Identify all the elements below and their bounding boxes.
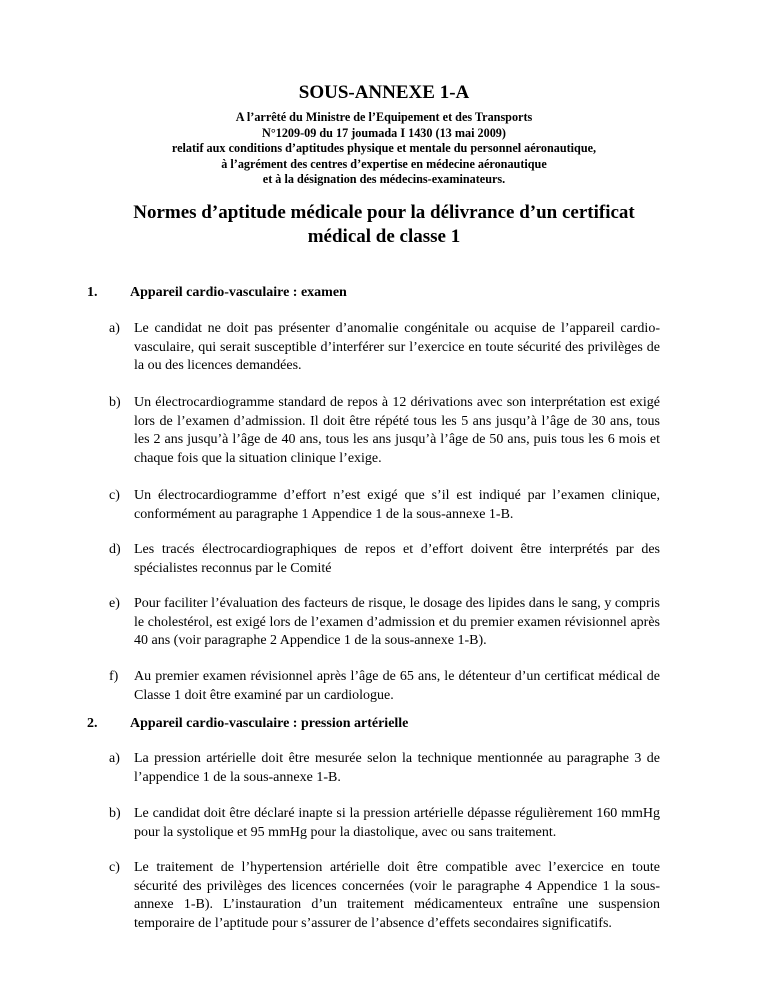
main-title xyxy=(0,201,768,249)
list-item xyxy=(109,805,660,842)
item-text: Le candidat ne doit pas présenter d’anomalie congénitale ou acquise de l’appareil cardio-vasculaire, qui serait susceptible d’interférer sur l’exercice en toute sécurité des privilèges de la ou des licences demandées. xyxy=(134,321,660,374)
header-line: à l’agrément des centres d’expertise en médecine aéronautique xyxy=(221,156,547,171)
item-letter: e) xyxy=(109,596,120,611)
item-letter: c) xyxy=(109,488,120,503)
document-header xyxy=(0,82,768,188)
section-number: 2. xyxy=(87,716,98,731)
item-letter: b) xyxy=(109,806,121,821)
item-letter: f) xyxy=(109,669,119,684)
item-letter: a) xyxy=(109,321,120,336)
list-item xyxy=(109,668,660,705)
section-title: Appareil cardio-vasculaire : pression artérielle xyxy=(130,716,409,731)
main-title-line: Normes d’aptitude médicale pour la délivrance d’un certificat xyxy=(133,202,635,223)
annex-title: SOUS-ANNEXE 1-A xyxy=(298,82,470,103)
list-item xyxy=(109,750,660,787)
item-text: Au premier examen révisionnel après l’âge de 65 ans, le détenteur d’un certificat médical de Classe 1 doit être examiné par un cardiologue. xyxy=(134,669,660,703)
list-item xyxy=(109,394,660,468)
header-line: relatif aux conditions d’aptitudes physique et mentale du personnel aéronautique, xyxy=(171,141,597,155)
item-letter: c) xyxy=(109,860,120,875)
header-line: N°1209-09 du 17 joumada I 1430 (13 mai 2009) xyxy=(262,125,506,140)
header-line: et à la désignation des médecins-examinateurs. xyxy=(262,172,506,186)
item-text: Les tracés électrocardiographiques de repos et d’effort doivent être interprétés par des spécialistes reconnus par le Comité xyxy=(134,542,660,576)
item-text: Un électrocardiogramme standard de repos à 12 dérivations avec son interprétation est exigé lors de l’examen d’admission. Il doit être répété tous les 5 ans jusqu’à l’âge de 30 ans, tous les 2 ans jusqu’à l’âge de 40 ans, tous les ans jusqu’à l’âge de 50 ans, puis tous les 6 mois et chaque fois que la situation clinique l’exige. xyxy=(134,395,660,466)
section-number: 1. xyxy=(87,285,98,300)
section-heading xyxy=(87,715,408,733)
list-item xyxy=(109,595,660,651)
section-title: Appareil cardio-vasculaire : examen xyxy=(130,285,347,300)
list-item xyxy=(109,859,660,933)
item-letter: a) xyxy=(109,751,120,766)
item-text: La pression artérielle doit être mesurée selon la technique mentionnée au paragraphe 3 de l’appendice 1 de la sous-annexe 1-B. xyxy=(134,751,660,785)
item-text: Le candidat doit être déclaré inapte si la pression artérielle dépasse régulièrement 160 mmHg pour la systolique et 95 mmHg pour la diastolique, avec ou sans traitement. xyxy=(134,806,660,840)
section-heading xyxy=(87,284,347,302)
list-item xyxy=(109,320,660,376)
list-item xyxy=(109,487,660,524)
item-letter: b) xyxy=(109,395,121,410)
item-letter: d) xyxy=(109,542,121,557)
header-line: A l’arrêté du Ministre de l’Equipement et des Transports xyxy=(235,110,533,124)
item-text: Le traitement de l’hypertension artérielle doit être compatible avec l’exercice en toute sécurité des privilèges des licences concernées (voir le paragraphe 4 Appendice 1 la sous-annexe 1-B). L’instauration d’un traitement médicamenteux entraîne une suspension temporaire de l’aptitude pour s’assurer de l’absence d’effets secondaires significatifs. xyxy=(134,860,660,931)
item-text: Pour faciliter l’évaluation des facteurs de risque, le dosage des lipides dans le sang, y compris le cholestérol, est exigé lors de l’examen d’admission et du premier examen révisionnel après 40 ans (voir paragraphe 2 Appendice 1 de la sous-annexe 1-B). xyxy=(134,596,660,649)
list-item xyxy=(109,541,660,578)
item-text: Un électrocardiogramme d’effort n’est exigé que s’il est indiqué par l’examen clinique, conformément au paragraphe 1 Appendice 1 de la sous-annexe 1-B. xyxy=(134,488,660,522)
main-title-line: médical de classe 1 xyxy=(307,226,461,247)
